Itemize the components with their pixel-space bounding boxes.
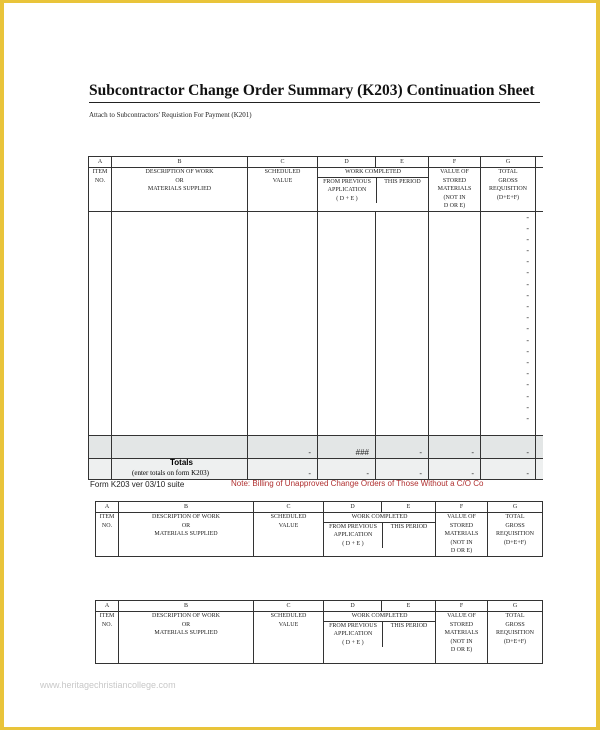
title-underline (89, 102, 540, 103)
header-work-completed: WORK COMPLETED FROM PREVIOUS APPLICATION ( D + E ) THIS PERIOD (318, 168, 429, 212)
gross-requisition-dash: - (526, 234, 529, 244)
total2-scheduled-value: - (248, 458, 318, 479)
header-total-gross: TOTAL GROSS REQUISITION (D+E+F) (481, 168, 536, 212)
gross-requisition-dash: - (526, 391, 529, 401)
document-page (4, 3, 596, 727)
table-body-row (89, 211, 543, 435)
gross-requisition-dash: - (526, 246, 529, 256)
gross-requisition-dash: - (526, 380, 529, 390)
continuation-table-main (88, 156, 543, 480)
header-stored-materials: VALUE OF STORED MATERIALS (NOT IN D OR E) (429, 168, 481, 212)
gross-requisition-dash: - (526, 346, 529, 356)
total2-this-period: - (376, 458, 429, 479)
totals-label: Totals (170, 458, 193, 467)
total2-from-previous: - (318, 458, 376, 479)
gross-requisition-dash: - (526, 413, 529, 423)
col-letter-g: G (481, 157, 536, 168)
gross-requisition-dash: - (526, 302, 529, 311)
gross-requisition-dash: - (526, 324, 529, 334)
scheduled-value-cell[interactable] (248, 211, 318, 435)
col-letter-f: F (429, 157, 481, 168)
total-stored-materials: - (429, 435, 481, 458)
gross-requisition-dash: - (526, 335, 529, 345)
gross-requisition-dash: - (526, 212, 529, 222)
total-gross: - (481, 435, 536, 458)
gross-requisition-dash: - (526, 279, 529, 289)
total-this-period: - (376, 435, 429, 458)
header-scheduled-value: SCHEDULED VALUE (248, 168, 318, 212)
total-from-previous: ### (318, 435, 376, 458)
page-title: Subcontractor Change Order Summary (K203) Continuation Sheet (89, 82, 535, 99)
gross-requisition-dash: - (526, 369, 529, 379)
col-letter-e: E (376, 157, 429, 168)
header-from-previous: FROM PREVIOUS APPLICATION ( D + E ) (318, 178, 377, 204)
from-previous-cell[interactable] (318, 211, 376, 435)
gross-requisition-dash: - (526, 402, 529, 412)
total-gross-cell (481, 211, 536, 435)
header-description: DESCRIPTION OF WORK OR MATERIALS SUPPLIED (112, 168, 248, 212)
column-header-row: ITEM NO. DESCRIPTION OF WORK OR MATERIALS SUPPLIED SCHEDULED VALUE WORK COMPLETED FROM PREVIOUS APPLICATION ( D + E ) THIS PERIOD VALUE OF STORED MATERIALS (NOT IN D OR E) TOTAL GROSS REQUISITION (D+E+F) (96, 513, 543, 557)
stored-materials-cell[interactable] (429, 211, 481, 435)
column-header-row (89, 168, 543, 212)
header-this-period: THIS PERIOD (384, 178, 421, 185)
gross-requisition-dash: - (526, 268, 529, 278)
header-item-no: ITEM NO. (89, 168, 112, 212)
spare-cell (536, 157, 543, 168)
column-letter-row (89, 157, 543, 168)
total2-gross: - (481, 458, 536, 479)
continuation-table-3: A B C D E F G ITEM NO. DESCRIPTION OF WORK OR MATERIALS SUPPLIED SCHEDULED VALUE WORK COMPLETED FROM PREVIOUS APPLICATION ( D + E ) THIS PERIOD VALUE OF STORED MATERIALS (NOT IN D OR E) TOTAL GROSS REQUISITION (D+E+F) (95, 600, 543, 664)
item-no-cell[interactable] (89, 211, 112, 435)
gross-requisition-dash: - (526, 357, 529, 367)
total2-stored-materials: - (429, 458, 481, 479)
page-subtitle: Attach to Subcontractors' Requistion For Payment (K201) (89, 111, 252, 119)
column-header-row: ITEM NO. DESCRIPTION OF WORK OR MATERIALS SUPPLIED SCHEDULED VALUE WORK COMPLETED FROM PREVIOUS APPLICATION ( D + E ) THIS PERIOD VALUE OF STORED MATERIALS (NOT IN D OR E) TOTAL GROSS REQUISITION (D+E+F) (96, 612, 543, 664)
col-letter-c: C (248, 157, 318, 168)
col-letter-a: A (89, 157, 112, 168)
gross-requisition-dash: - (526, 257, 529, 267)
description-cell[interactable] (112, 211, 248, 435)
totals-note: (enter totals on form K203) (132, 469, 209, 477)
gross-requisition-dash: - (526, 313, 529, 323)
total-scheduled-value: - (248, 435, 318, 458)
billing-note: Note: Billing of Unapproved Change Orders of Those Without a C/O Co (231, 479, 484, 488)
gross-requisition-dash: - (526, 290, 529, 300)
col-letter-d: D (318, 157, 376, 168)
watermark: www.heritagechristiancollege.com (40, 680, 176, 690)
this-period-cell[interactable] (376, 211, 429, 435)
continuation-table-2: A B C D E F G ITEM NO. DESCRIPTION OF WORK OR MATERIALS SUPPLIED SCHEDULED VALUE WORK COMPLETED FROM PREVIOUS APPLICATION ( D + E ) THIS PERIOD VALUE OF STORED MATERIALS (NOT IN D OR E) TOTAL GROSS REQUISITION (D+E+F) (95, 501, 543, 557)
form-reference: Form K203 ver 03/10 suite (90, 480, 185, 489)
totals-row (89, 435, 543, 458)
gross-requisition-dash: - (526, 223, 529, 233)
col-letter-b: B (112, 157, 248, 168)
